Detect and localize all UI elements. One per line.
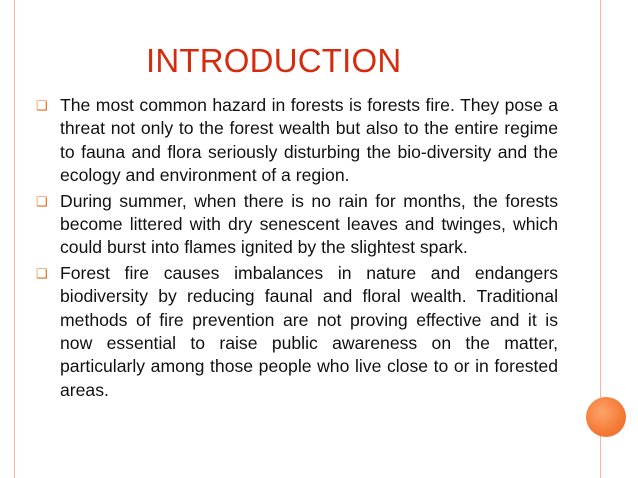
- slide-title: INTRODUCTION: [146, 42, 402, 79]
- hollow-square-bullet-icon: ❑: [36, 193, 48, 209]
- bullet-list: [36, 94, 558, 404]
- bullet-text: Forest fire causes imbalances in nature and endangers biodiversity by reducing faunal and floral wealth. Traditional methods of fire prevention are not proving effective and it is now essential to raise public awareness on the matter, particularly among those people who live close to or in forested areas.: [60, 262, 558, 400]
- bullet-text: During summer, when there is no rain for months, the forests become littered with dry senescent leaves and twinges, which could burst into flames ignited by the slightest spark.: [60, 190, 558, 258]
- bullet-item: [36, 94, 558, 188]
- hollow-square-bullet-icon: ❑: [36, 98, 48, 113]
- orange-circle-decoration: [586, 397, 626, 437]
- bullet-item: [36, 262, 558, 402]
- bullet-item: [36, 190, 558, 260]
- bullet-text: The most common hazard in forests is forests fire. They pose a threat not only to the forest wealth but also to the entire regime to fauna and flora seriously disturbing the bio-diversity and the ecology and environment of a region.: [60, 95, 558, 186]
- left-border-line: [14, 0, 15, 478]
- hollow-square-bullet-icon: ❑: [36, 265, 48, 281]
